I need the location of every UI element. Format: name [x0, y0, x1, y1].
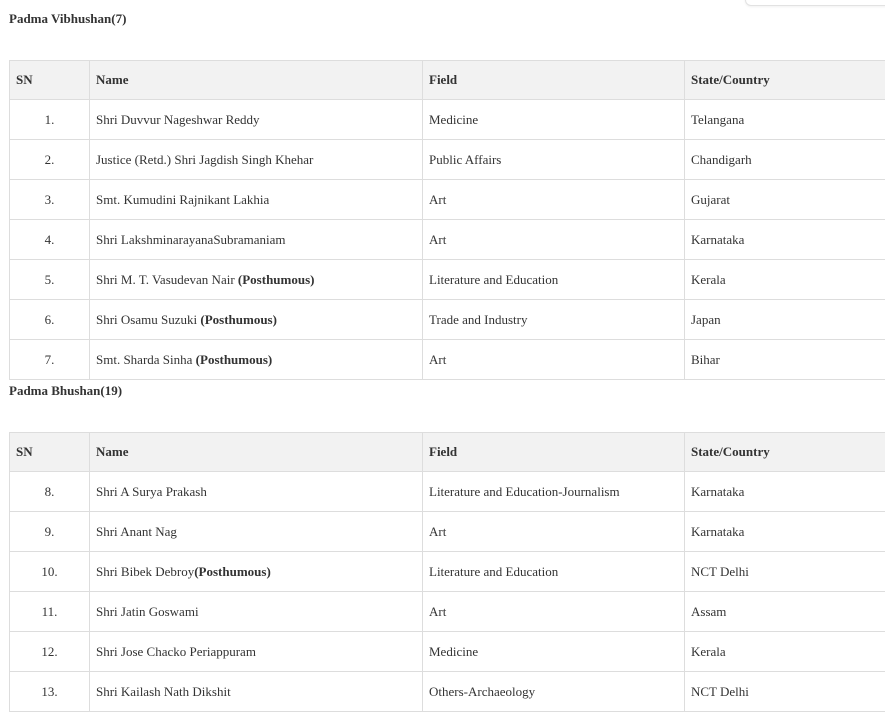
top-right-widget — [745, 0, 885, 6]
table-row — [10, 632, 885, 672]
cell-sn: 10. — [10, 552, 90, 592]
cell-name — [90, 672, 423, 712]
cell-field: Literature and Education — [423, 552, 685, 592]
posthumous-note: (Posthumous) — [200, 311, 277, 327]
cell-sn: 9. — [10, 512, 90, 552]
cell-state-country: Karnataka — [685, 220, 885, 260]
cell-field: Art — [423, 180, 685, 220]
cell-name — [90, 592, 423, 632]
table-row — [10, 300, 885, 340]
header-state-country: State/Country — [685, 433, 885, 472]
awardee-name: Shri Jatin Goswami — [96, 603, 199, 619]
cell-state-country: Kerala — [685, 260, 885, 300]
cell-name — [90, 340, 423, 380]
awardee-name: Shri LakshminarayanaSubramaniam — [96, 231, 286, 247]
table-row — [10, 472, 885, 512]
cell-field: Public Affairs — [423, 140, 685, 180]
table-row — [10, 672, 885, 712]
cell-field: Trade and Industry — [423, 300, 685, 340]
table-row — [10, 552, 885, 592]
awardee-name: Smt. Kumudini Rajnikant Lakhia — [96, 191, 270, 207]
cell-sn: 4. — [10, 220, 90, 260]
awardee-name: Shri A Surya Prakash — [96, 483, 207, 499]
table-row — [10, 220, 885, 260]
padma-bhushan-table — [9, 432, 885, 712]
cell-field: Medicine — [423, 632, 685, 672]
table-row — [10, 140, 885, 180]
cell-sn: 12. — [10, 632, 90, 672]
cell-name — [90, 180, 423, 220]
cell-state-country: Assam — [685, 592, 885, 632]
cell-name — [90, 220, 423, 260]
awardee-name: Shri Kailash Nath Dikshit — [96, 683, 231, 699]
cell-state-country: Telangana — [685, 100, 885, 140]
cell-state-country: Bihar — [685, 340, 885, 380]
table-row — [10, 512, 885, 552]
table-body — [10, 472, 885, 712]
table-header-row — [10, 433, 885, 472]
table-row — [10, 340, 885, 380]
awardee-name: Shri M. T. Vasudevan Nair — [96, 271, 238, 287]
cell-sn: 8. — [10, 472, 90, 512]
awardee-name: Shri Jose Chacko Periappuram — [96, 643, 256, 659]
cell-sn: 6. — [10, 300, 90, 340]
cell-state-country: Chandigarh — [685, 140, 885, 180]
table-row — [10, 100, 885, 140]
header-sn: SN — [10, 433, 90, 472]
cell-field: Art — [423, 512, 685, 552]
cell-state-country: Kerala — [685, 632, 885, 672]
cell-state-country: Karnataka — [685, 472, 885, 512]
table-row — [10, 260, 885, 300]
cell-sn: 11. — [10, 592, 90, 632]
header-state-country: State/Country — [685, 61, 885, 100]
cell-name — [90, 100, 423, 140]
cell-field: Art — [423, 220, 685, 260]
table-body — [10, 100, 885, 380]
cell-field: Others-Archaeology — [423, 672, 685, 712]
header-name: Name — [90, 433, 423, 472]
cell-state-country: Karnataka — [685, 512, 885, 552]
cell-sn: 1. — [10, 100, 90, 140]
cell-sn: 7. — [10, 340, 90, 380]
awardee-name: Shri Anant Nag — [96, 523, 177, 539]
cell-name — [90, 260, 423, 300]
cell-field: Medicine — [423, 100, 685, 140]
posthumous-note: (Posthumous) — [194, 563, 271, 579]
posthumous-note: (Posthumous) — [195, 351, 273, 367]
cell-name — [90, 472, 423, 512]
header-field: Field — [423, 433, 685, 472]
cell-name — [90, 300, 423, 340]
padma-vibhushan-table — [9, 60, 885, 380]
awardee-name: Justice (Retd.) Shri Jagdish Singh Khehar — [96, 151, 314, 167]
cell-name — [90, 552, 423, 592]
cell-field: Literature and Education — [423, 260, 685, 300]
cell-name — [90, 140, 423, 180]
cell-field: Literature and Education-Journalism — [423, 472, 685, 512]
cell-state-country: NCT Delhi — [685, 552, 885, 592]
header-name: Name — [90, 61, 423, 100]
cell-field: Art — [423, 340, 685, 380]
section-title-padma-bhushan: Padma Bhushan(19) — [9, 383, 123, 398]
cell-state-country: NCT Delhi — [685, 672, 885, 712]
posthumous-note: (Posthumous) — [237, 271, 315, 287]
cell-sn: 13. — [10, 672, 90, 712]
cell-name — [90, 632, 423, 672]
cell-sn: 2. — [10, 140, 90, 180]
cell-field: Art — [423, 592, 685, 632]
awardee-name: Shri Duvvur Nageshwar Reddy — [96, 111, 260, 127]
section-title-padma-vibhushan: Padma Vibhushan(7) — [9, 11, 127, 26]
cell-state-country: Japan — [685, 300, 885, 340]
cell-sn: 3. — [10, 180, 90, 220]
cell-state-country: Gujarat — [685, 180, 885, 220]
header-sn: SN — [10, 61, 90, 100]
awardee-name: Shri Bibek Debroy — [96, 563, 195, 579]
awardee-name: Smt. Sharda Sinha — [96, 351, 196, 367]
header-field: Field — [423, 61, 685, 100]
table-header-row — [10, 61, 885, 100]
table-row — [10, 180, 885, 220]
cell-sn: 5. — [10, 260, 90, 300]
cell-name — [90, 512, 423, 552]
table-row — [10, 592, 885, 632]
awardee-name: Shri Osamu Suzuki — [96, 311, 201, 327]
